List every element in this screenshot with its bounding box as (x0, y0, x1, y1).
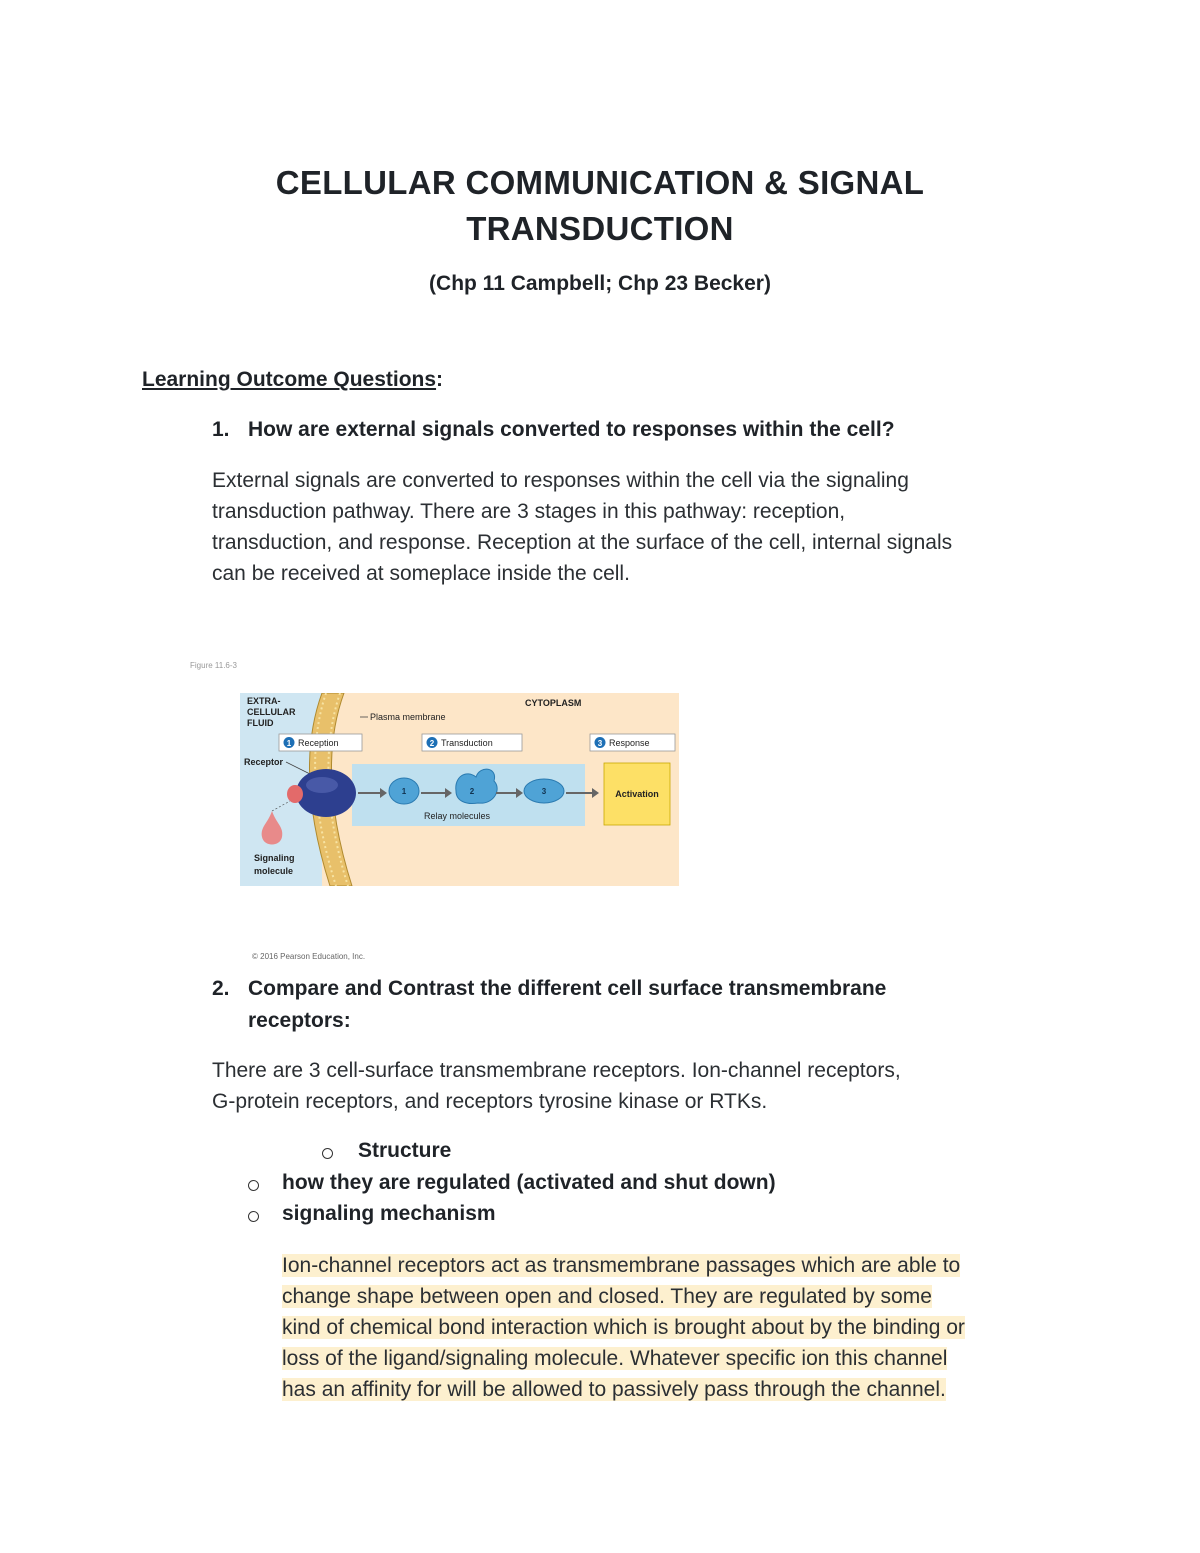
relay-3-number: 3 (541, 787, 547, 796)
stage-3-number: 3 (597, 739, 603, 748)
stage-3-label: Response (609, 738, 650, 748)
question-2-text-line-2: receptors: (248, 1009, 351, 1032)
answer-1-line: transduction pathway. There are 3 stages in this pathway: reception, (212, 500, 846, 523)
answer-1-line: transduction, and response. Reception at the surface of the cell, internal signals (212, 531, 953, 554)
highlighted-line: has an affinity for will be allowed to passively pass through the channel. (282, 1378, 946, 1401)
stage-2-number: 2 (429, 739, 435, 748)
answer-1 (212, 465, 952, 589)
question-1-text: How are external signals converted to responses within the cell? (248, 418, 895, 441)
question-1 (212, 414, 1112, 446)
question-2-number: 2. (212, 977, 230, 1000)
bullet-structure-text: Structure (358, 1139, 452, 1162)
extracellular-label-2: CELLULAR (247, 707, 296, 717)
highlighted-line: kind of chemical bond interaction which is brought about by the binding or (282, 1316, 965, 1339)
answer-2-line: There are 3 cell-surface transmembrane receptors. Ion-channel receptors, (212, 1059, 901, 1082)
cytoplasm-label: CYTOPLASM (525, 698, 582, 708)
question-2 (212, 973, 1112, 1037)
bullet-signaling-text: signaling mechanism (282, 1202, 496, 1225)
title-line-1: CELLULAR COMMUNICATION & SIGNAL (275, 164, 925, 201)
signaling-label-1: Signaling (254, 853, 295, 863)
signal-transduction-figure (240, 693, 679, 886)
extracellular-label-1: EXTRA- (247, 696, 281, 706)
figure-label: Figure 11.6-3 (190, 661, 237, 670)
stage-1-number: 1 (286, 739, 292, 748)
receptor-protein (296, 769, 356, 817)
hollow-bullet-icon (322, 1148, 333, 1159)
answer-2-line: G-protein receptors, and receptors tyrosine kinase or RTKs. (212, 1090, 768, 1113)
bound-ligand (287, 785, 303, 803)
extracellular-label-3: FLUID (247, 718, 274, 728)
highlighted-line: change shape between open and closed. They are regulated by some (282, 1285, 932, 1308)
stage-1-label: Reception (298, 738, 339, 748)
relay-2-number: 2 (469, 787, 475, 796)
hollow-bullet-icon (248, 1211, 259, 1222)
question-1-number: 1. (212, 418, 230, 441)
bullet-regulation-text: how they are regulated (activated and shut down) (282, 1171, 776, 1194)
hollow-bullet-icon (248, 1180, 259, 1191)
receptor-label: Receptor (244, 757, 284, 767)
signaling-label-2: molecule (254, 866, 294, 876)
answer-1-line: can be received at someplace inside the cell. (212, 562, 630, 585)
learning-outcome-heading (142, 368, 443, 392)
relay-molecules-label: Relay molecules (424, 811, 491, 821)
answer-2 (212, 1055, 901, 1117)
title-line-2: TRANSDUCTION (466, 210, 734, 247)
question-2-text-line-1: Compare and Contrast the different cell surface transmembrane (248, 977, 887, 1000)
learning-outcome-heading-text: Learning Outcome Questions (142, 368, 437, 391)
heading-colon: : (436, 368, 444, 391)
plasma-membrane-label: Plasma membrane (370, 712, 446, 722)
receptor-shading (306, 777, 338, 793)
document-title (0, 160, 1200, 252)
figure-credit: © 2016 Pearson Education, Inc. (252, 952, 366, 961)
stage-2-label: Transduction (441, 738, 493, 748)
highlighted-line: Ion-channel receptors act as transmembrane passages which are able to (282, 1254, 961, 1277)
document-subtitle: (Chp 11 Campbell; Chp 23 Becker) (429, 272, 771, 295)
activation-label: Activation (615, 789, 659, 799)
highlighted-line: loss of the ligand/signaling molecule. Whatever specific ion this channel (282, 1347, 948, 1370)
relay-1-number: 1 (401, 787, 407, 796)
highlighted-answer (282, 1250, 965, 1405)
answer-1-line: External signals are converted to responses within the cell via the signaling (212, 469, 909, 492)
